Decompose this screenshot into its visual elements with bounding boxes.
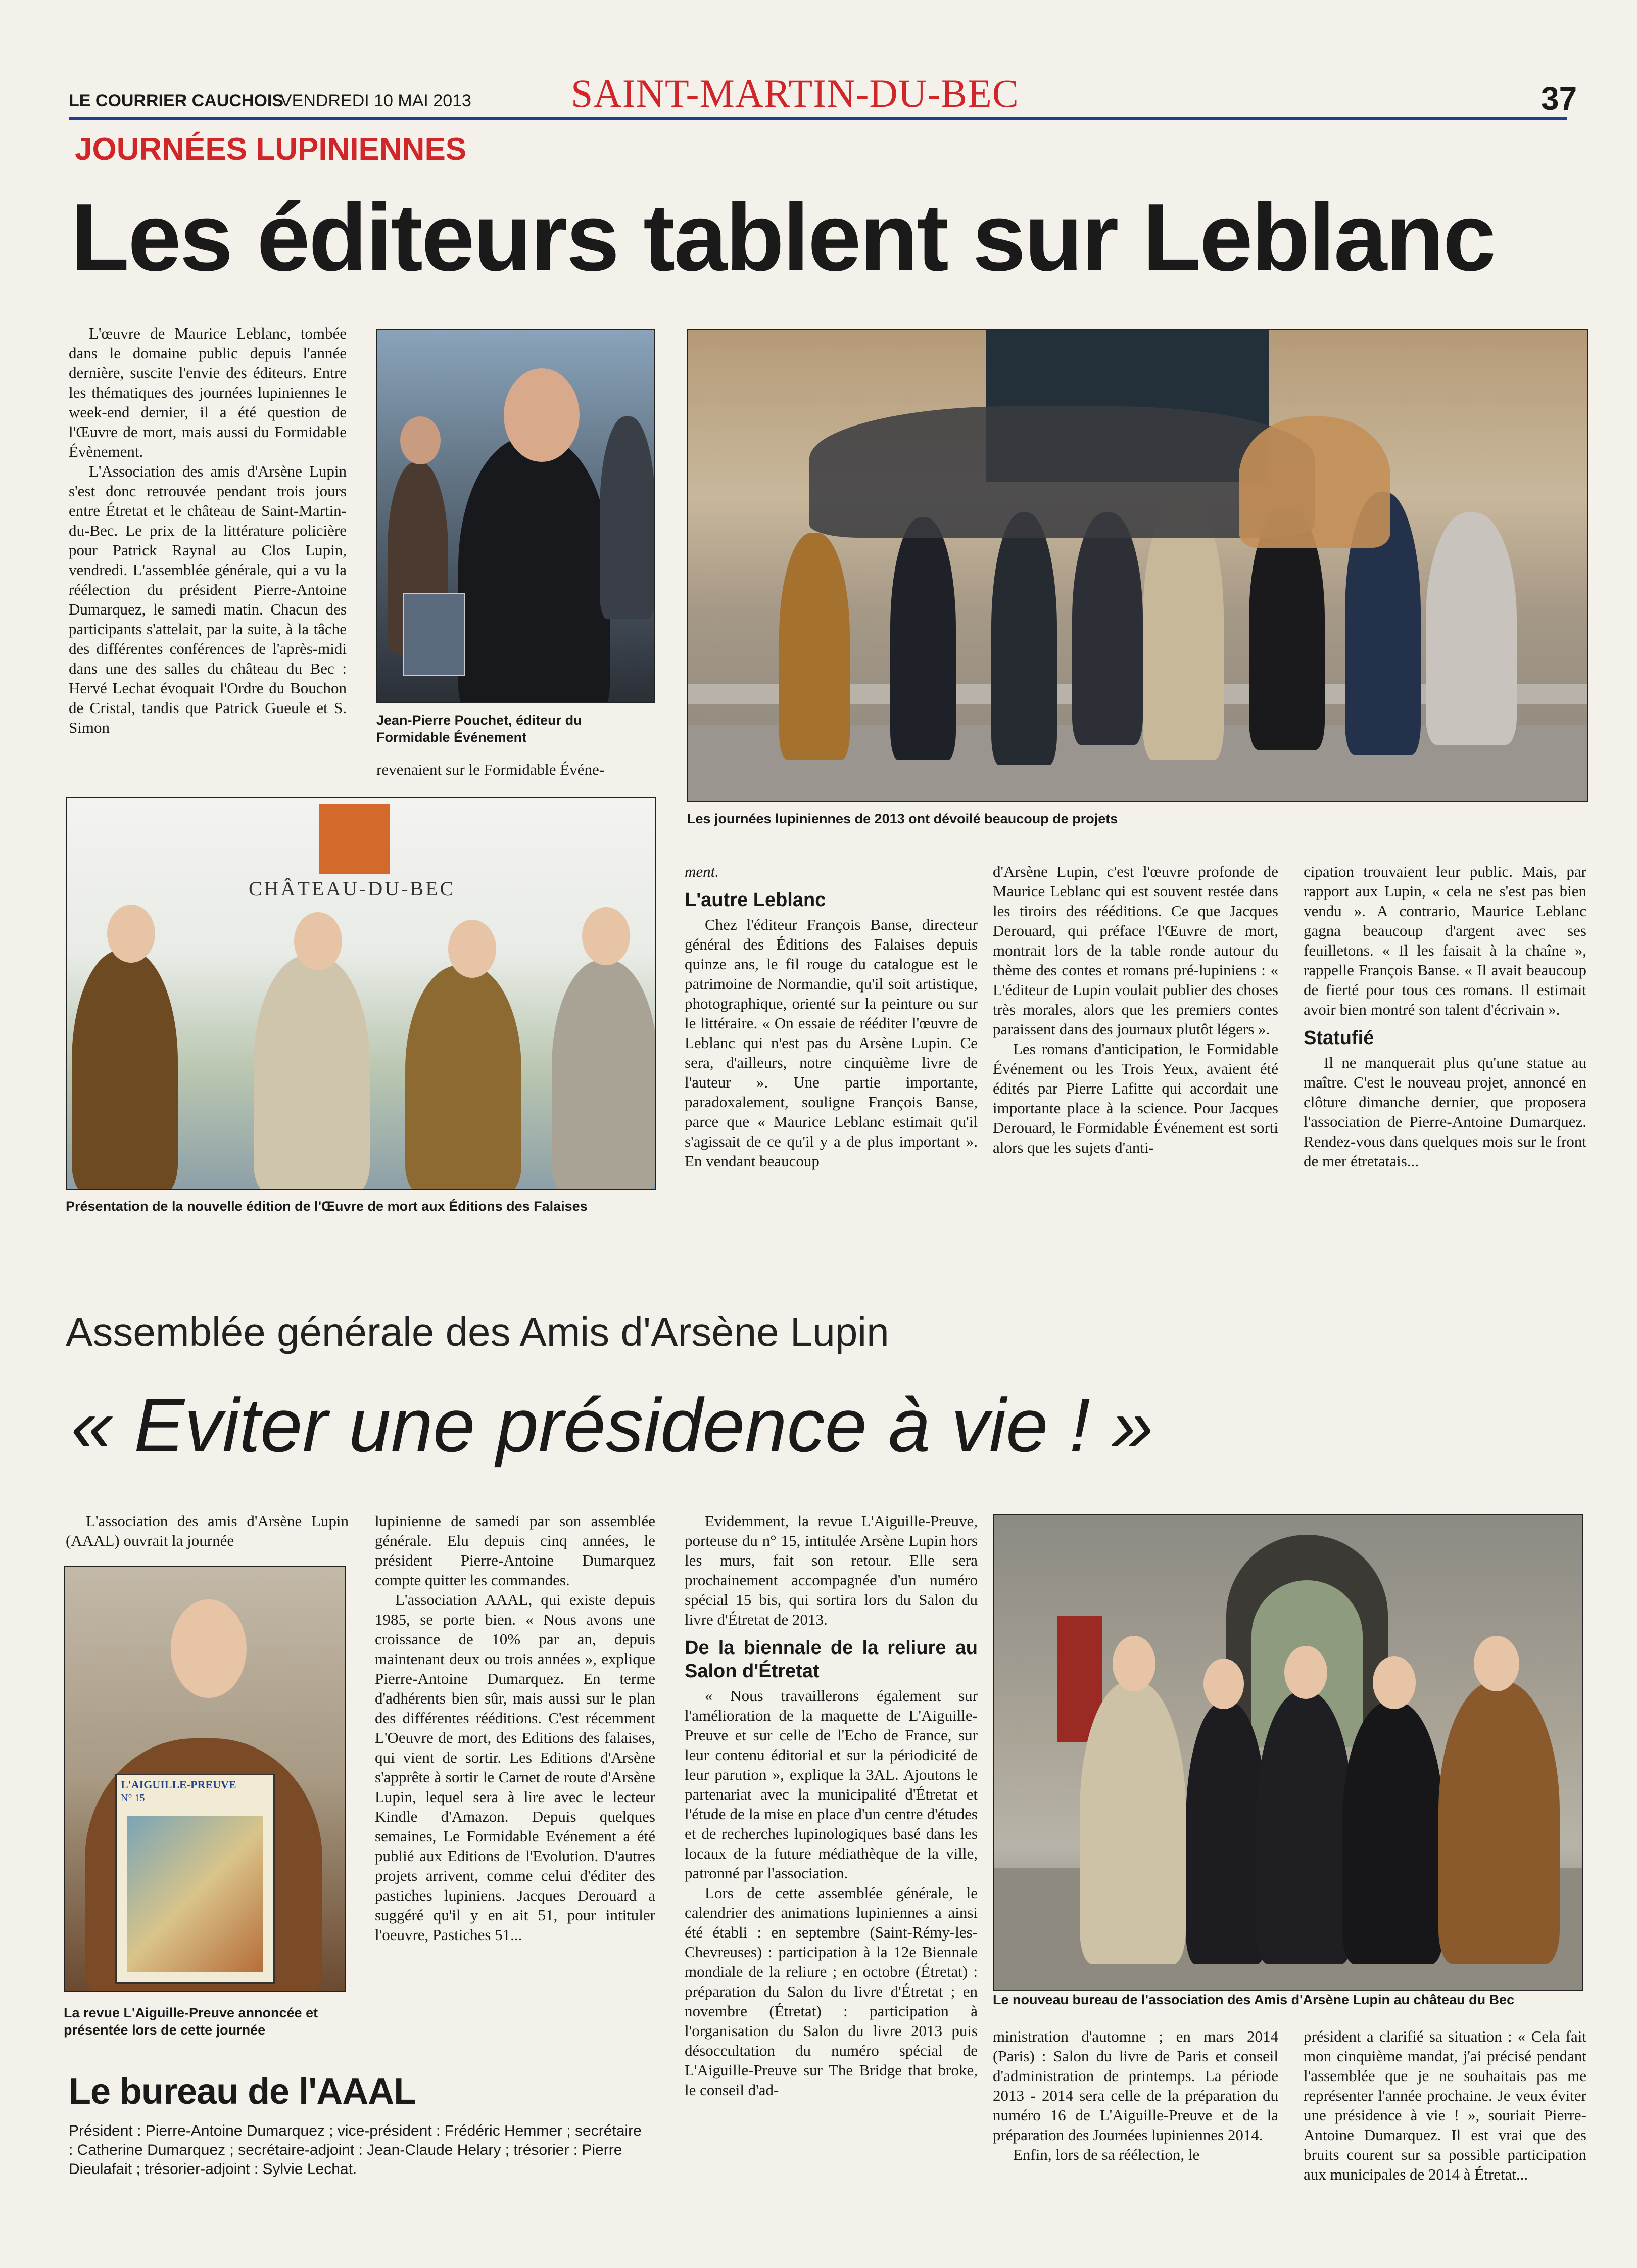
- photo1-caption: Jean-Pierre Pouchet, éditeur du Formidable Événement: [376, 713, 582, 745]
- paragraph: L'Association des amis d'Arsène Lupin s'est donc retrouvée pendant trois jours entre Étretat et le château de Saint-Martin-du-Bec. Le prix de la littérature policière pour Patrick Raynal au Clos Lupin, vendredi. L'assemblée générale, qui a vu la réélection du président Pierre-Antoine Dumarquez, le samedi matin. Chacun des participants s'attelait, par la suite, à la tâche des différentes conférences de l'après-midi dans une des salles du château du Bec : Hervé Lechat évoquait l'Ordre du Bouchon de Cristal, tandis que Patrick Gueule et S. Simon: [69, 462, 347, 736]
- article1-col2-tail: revenaient sur le Formidable Événe-: [376, 761, 605, 778]
- board-photo: [993, 1514, 1583, 1991]
- subhead-autre-leblanc: L'autre Leblanc: [685, 889, 826, 911]
- paragraph: ministration d'automne ; en mars 2014 (Paris) : Salon du livre de Paris et conseil d'administration de printemps. La période 2013 - 2014 sera celle de la préparation du numéro 16 de L'Aiguille-Preuve et de la préparation des Journées lupiniennes 2014.: [993, 2027, 1278, 2144]
- article1-col3: [685, 862, 978, 1171]
- chateau-sign-text: CHÂTEAU-DU-BEC: [249, 877, 456, 900]
- subhead-statufie: Statufié: [1304, 1027, 1374, 1049]
- photo2-caption: Les journées lupiniennes de 2013 ont dévoilé beaucoup de projets: [687, 811, 1118, 826]
- photo3-caption: Présentation de la nouvelle édition de l'Œuvre de mort aux Éditions des Falaises: [66, 1199, 588, 1214]
- article2-headline: « Eviter une présidence à vie ! »: [71, 1383, 1153, 1468]
- bureau-box-text: Président : Pierre-Antoine Dumarquez ; vice-président : Frédéric Hemmer ; secrétaire : Catherine Dumarquez ; secrétaire-adjoint : Jean-Claude Helary ; trésorier : Pierre Dieulafait ; trésorier-adjoint : Sylvie Lechat.: [69, 2122, 642, 2178]
- paragraph: L'œuvre de Maurice Leblanc, tombée dans le domaine public depuis l'année dernière, suscite l'envie des éditeurs. Entre les thématiques des journées lupiniennes le week-end dernier, il a été question de l'Œuvre de mort, mais aussi du Formidable Évènement.: [69, 324, 347, 460]
- paragraph: Il ne manquerait plus qu'une statue au maître. C'est le nouveau projet, annoncé en clôture dimanche dernier, que proposera l'association de Pierre-Antoine Dumarquez. Rendez-vous dans quelques mois sur le front de mer étretatais...: [1304, 1054, 1586, 1170]
- article2-col4: [993, 2026, 1278, 2164]
- article2-kicker: Assemblée générale des Amis d'Arsène Lupin: [66, 1309, 889, 1354]
- group-photo: [687, 329, 1588, 802]
- magazine-photo: [64, 1566, 346, 1992]
- article2-col3: [685, 1511, 978, 2100]
- paragraph: Chez l'éditeur François Banse, directeur général des Éditions des Falaises depuis quinze ans, le fil rouge du catalogue est le patrimoine de Normandie, qu'il soit artistique, photographique, orienté sur la peinture ou sur le littéraire. « On essaie de rééditer l'œuvre de Leblanc qui n'est pas du Arsène Lupin. Ce sera, d'ailleurs, notre cinquième livre de l'auteur ». Une partie importante, paradoxalement, souligne François Banse, parce que « Maurice Leblanc estimait qu'il s'agissait de ce qu'il y a de plus important ». En vendant beaucoup: [685, 916, 978, 1170]
- article1-kicker: JOURNÉES LUPINIENNES: [75, 132, 467, 167]
- paragraph: L'association AAAL, qui existe depuis 1985, se porte bien. « Nous avons une croissance de 10% par an, depuis maintenant deux ou trois années », explique Pierre-Antoine Dumarquez. En terme d'adhérents bien sûr, mais aussi sur le plan des différentes rééditions. C'est récemment L'Oeuvre de mort, des Editions des falaises, qui vient de sortir. Les Editions d'Arsène s'apprête à sortir le Carnet de route d'Arsène Lupin, lequel sera à lire avec le lecteur Kindle d'Amazon. Depuis quelques semaines, Le Formidable Evénement a été publié aux Editions de l'Evolution. D'autres projets arrivent, comme celui d'éditer des pastiches lupiniens. Jacques Derouard a suggéré qu'il y en ait 51, pour intituler l'oeuvre, Pastiches 51...: [375, 1591, 655, 1944]
- paragraph: ment.: [685, 863, 719, 880]
- article1-col5: [1304, 862, 1586, 1171]
- photo5-caption: Le nouveau bureau de l'association des Amis d'Arsène Lupin au château du Bec: [993, 1992, 1515, 2007]
- bureau-box-title: Le bureau de l'AAAL: [69, 2071, 416, 2112]
- paper-name: LE COURRIER CAUCHOIS: [69, 91, 284, 110]
- magazine-issue: N° 15: [121, 1792, 145, 1804]
- editor-portrait-photo: [376, 329, 655, 703]
- paragraph: Lors de cette assemblée générale, le calendrier des animations lupiniennes a ainsi été établi : en septembre (Saint-Rémy-les-Chevreuses) : participation à la 12e Biennale mondiale de la reliure ; en octobre (Étretat) : préparation du Salon du livre d'Étretat ; en novembre (Étretat) : participation à l'organisation du Salon du livre 2013 puis désoccultation du numéro spécial de L'Aiguille-Preuve sur The Bridge that broke, le conseil d'ad-: [685, 1884, 978, 2099]
- photo4-caption: La revue L'Aiguille-Preuve annoncée et présentée lors de cette journée: [64, 2005, 318, 2038]
- paragraph: Evidemment, la revue L'Aiguille-Preuve, porteuse du n° 15, intitulée Arsène Lupin hors les murs, fait son retour. Elle sera prochainement accompagnée d'un numéro spécial 15 bis, qui sortira lors du Salon du livre d'Étretat de 2013.: [685, 1512, 978, 1628]
- article1-col1: [69, 323, 347, 737]
- article2-col2: [375, 1511, 655, 1945]
- paragraph: président a clarifié sa situation : « Cela fait mon cinquième mandat, j'ai précisé pendant l'assemblée que je ne souhaitais pas me représenter l'année prochaine. Je veux éviter une présidence à vie ! », souriait Pierre-Antoine Dumarquez. Il est vrai que des bruits courent sur sa possible participation aux municipales de 2014 à Étretat...: [1304, 2027, 1586, 2183]
- paragraph: cipation trouvaient leur public. Mais, par rapport aux Lupin, « cela ne s'est pas bien vendu ». A contrario, Maurice Leblanc gagna beaucoup d'argent avec ses feuilletons. « Il les faisait à la chaîne », rappelle François Banse. « Il avait beaucoup de fierté pour tous ces romans. Il estimait avoir bien montré son talent d'écrivain ».: [1304, 863, 1586, 1018]
- page-number: 37: [1541, 80, 1577, 117]
- subhead-biennale: De la biennale de la reliure au Salon d'Étretat: [685, 1637, 978, 1682]
- paragraph: « Nous travaillerons également sur l'amélioration de la maquette de L'Aiguille-Preuve et sur celle de l'Echo de France, sur leur contenu éditorial et sur la périodicité de leur parution », explique la 3AL. Ajoutons le partenariat avec la municipalité d'Étretat et l'étude de la mise en place d'un centre d'études et de recherches lupinologiques basé dans les locaux de la future médiathèque de la ville, patronné par l'association.: [685, 1687, 978, 1882]
- paragraph: L'association des amis d'Arsène Lupin (AAAL) ouvrait la journée: [66, 1512, 349, 1549]
- article1-col4: [993, 862, 1278, 1157]
- article1-headline: Les éditeurs tablent sur Leblanc: [71, 184, 1495, 291]
- paragraph: Enfin, lors de sa réélection, le: [1013, 2146, 1200, 2163]
- article2-col1-intro: [66, 1511, 349, 1550]
- article2-col5: [1304, 2026, 1586, 2184]
- paragraph: lupinienne de samedi par son assemblée générale. Elu depuis cinq années, le président Pierre-Antoine Dumarquez compte quitter les commandes.: [375, 1512, 655, 1589]
- issue-date: VENDREDI 10 MAI 2013: [280, 91, 471, 110]
- header-rule: [69, 117, 1567, 120]
- presentation-photo: [66, 797, 656, 1190]
- town-name: SAINT-MARTIN-DU-BEC: [571, 71, 1019, 115]
- magazine-title: L'AIGUILLE-PREUVE: [121, 1778, 236, 1791]
- paragraph: Les romans d'anticipation, le Formidable Événement ou les Trois Yeux, avaient été édités par Pierre Lafitte qui accordait une importante place à la science. Pour Jacques Derouard, le Formidable Événement est sorti alors que les sujets d'anti-: [993, 1040, 1278, 1156]
- paragraph: d'Arsène Lupin, c'est l'œuvre profonde de Maurice Leblanc qui est souvent restée dans les tiroirs des rééditions. Ce que Jacques Derouard, qui préface l'Œuvre de mort, montrait lors de la table ronde autour du thème des contes et romans pré-lupiniens : « L'éditeur de Lupin voulait publier des choses très morales, alors que les premiers contes paraissent dans des journaux plutôt légers ».: [993, 863, 1278, 1038]
